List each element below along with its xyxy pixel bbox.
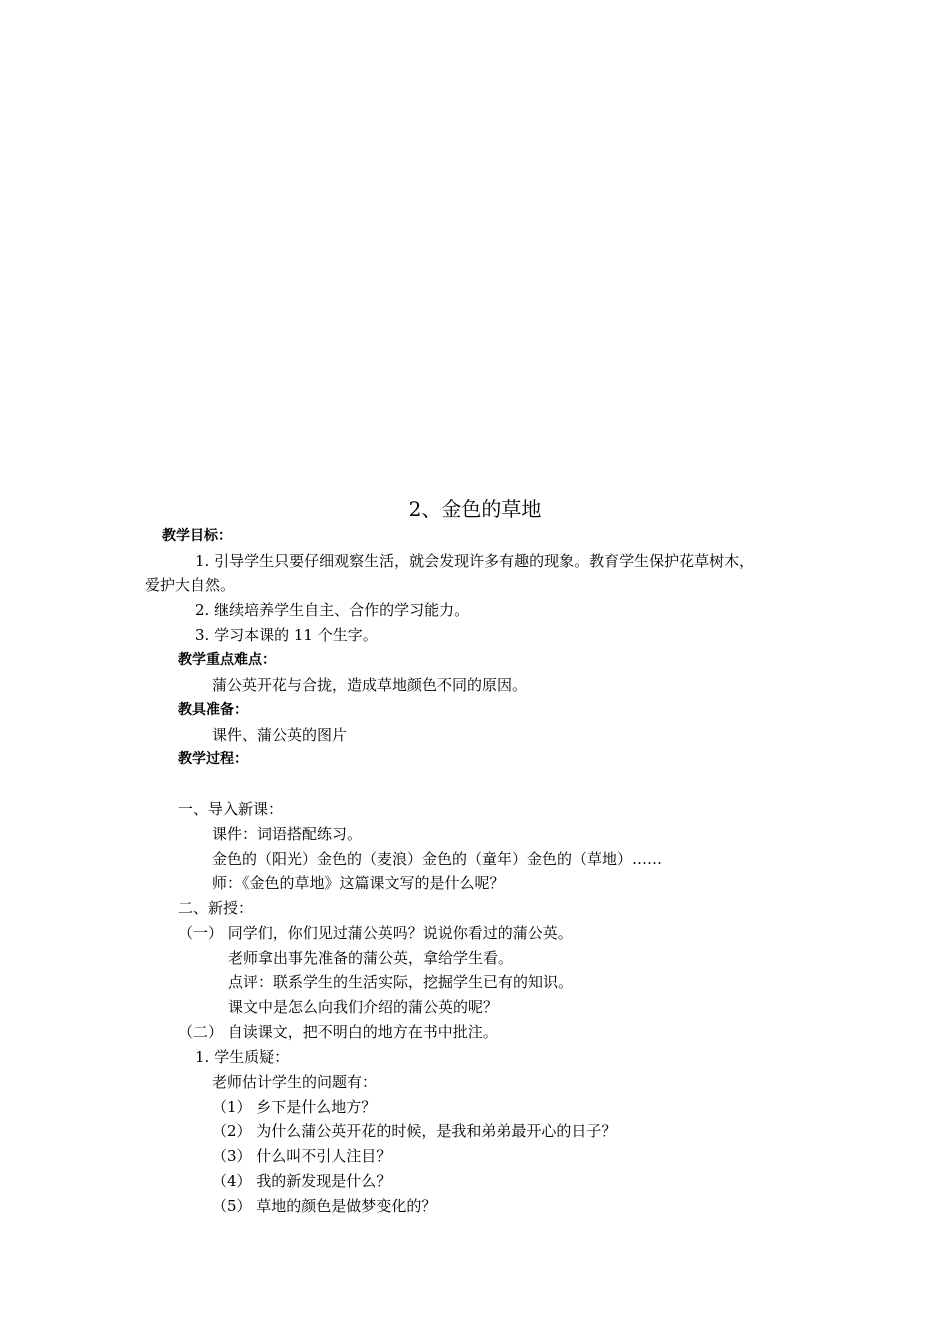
intro-heading: 一、导入新课： bbox=[178, 800, 284, 818]
questions-heading: 1. 学生质疑： bbox=[195, 1048, 290, 1066]
objective-2: 2. 继续培养学生自主、合作的学习能力。 bbox=[195, 601, 470, 619]
document-title: 2、金色的草地 bbox=[408, 497, 542, 521]
section-2: （二） 自读课文，把不明白的地方在书中批注。 bbox=[178, 1023, 498, 1041]
new-lesson-heading: 二、新授： bbox=[178, 899, 254, 917]
key-points-text: 蒲公英开花与合拢，造成草地颜色不同的原因。 bbox=[212, 676, 528, 694]
intro-line-2: 金色的（阳光）金色的（麦浪）金色的（童年）金色的（草地）…… bbox=[212, 850, 663, 868]
question-item: （1） 乡下是什么地方？ bbox=[212, 1098, 377, 1116]
question-item: （2） 为什么蒲公英开花的时候，是我和弟弟最开心的日子？ bbox=[212, 1122, 617, 1140]
question-item: （5） 草地的颜色是做梦变化的？ bbox=[212, 1197, 437, 1215]
key-points-heading: 教学重点难点： bbox=[178, 652, 276, 668]
objective-3: 3. 学习本课的 11 个生字。 bbox=[195, 626, 378, 644]
objectives-heading: 教学目标： bbox=[162, 528, 232, 544]
objective-1-line-2: 爱护大自然。 bbox=[145, 576, 236, 594]
objective-1-line-1: 1. 引导学生只要仔细观察生活，就会发现许多有趣的现象。教育学生保护花草树木， bbox=[195, 552, 755, 570]
question-item: （3） 什么叫不引人注目？ bbox=[212, 1147, 392, 1165]
section-1-line-b: 点评：联系学生的生活实际，挖掘学生已有的知识。 bbox=[228, 973, 574, 991]
process-heading: 教学过程： bbox=[178, 751, 248, 767]
section-1-line-a: 老师拿出事先准备的蒲公英，拿给学生看。 bbox=[228, 949, 514, 967]
materials-heading: 教具准备： bbox=[178, 702, 248, 718]
section-1: （一） 同学们，你们见过蒲公英吗？说说你看过的蒲公英。 bbox=[178, 924, 573, 942]
intro-line-1: 课件：词语搭配练习。 bbox=[212, 825, 363, 843]
questions-intro: 老师估计学生的问题有： bbox=[212, 1073, 378, 1091]
intro-line-3: 师：《金色的草地》这篇课文写的是什么呢？ bbox=[212, 874, 505, 892]
question-item: （4） 我的新发现是什么？ bbox=[212, 1172, 392, 1190]
section-1-line-c: 课文中是怎么向我们介绍的蒲公英的呢？ bbox=[228, 998, 499, 1016]
materials-text: 课件、蒲公英的图片 bbox=[212, 726, 348, 744]
